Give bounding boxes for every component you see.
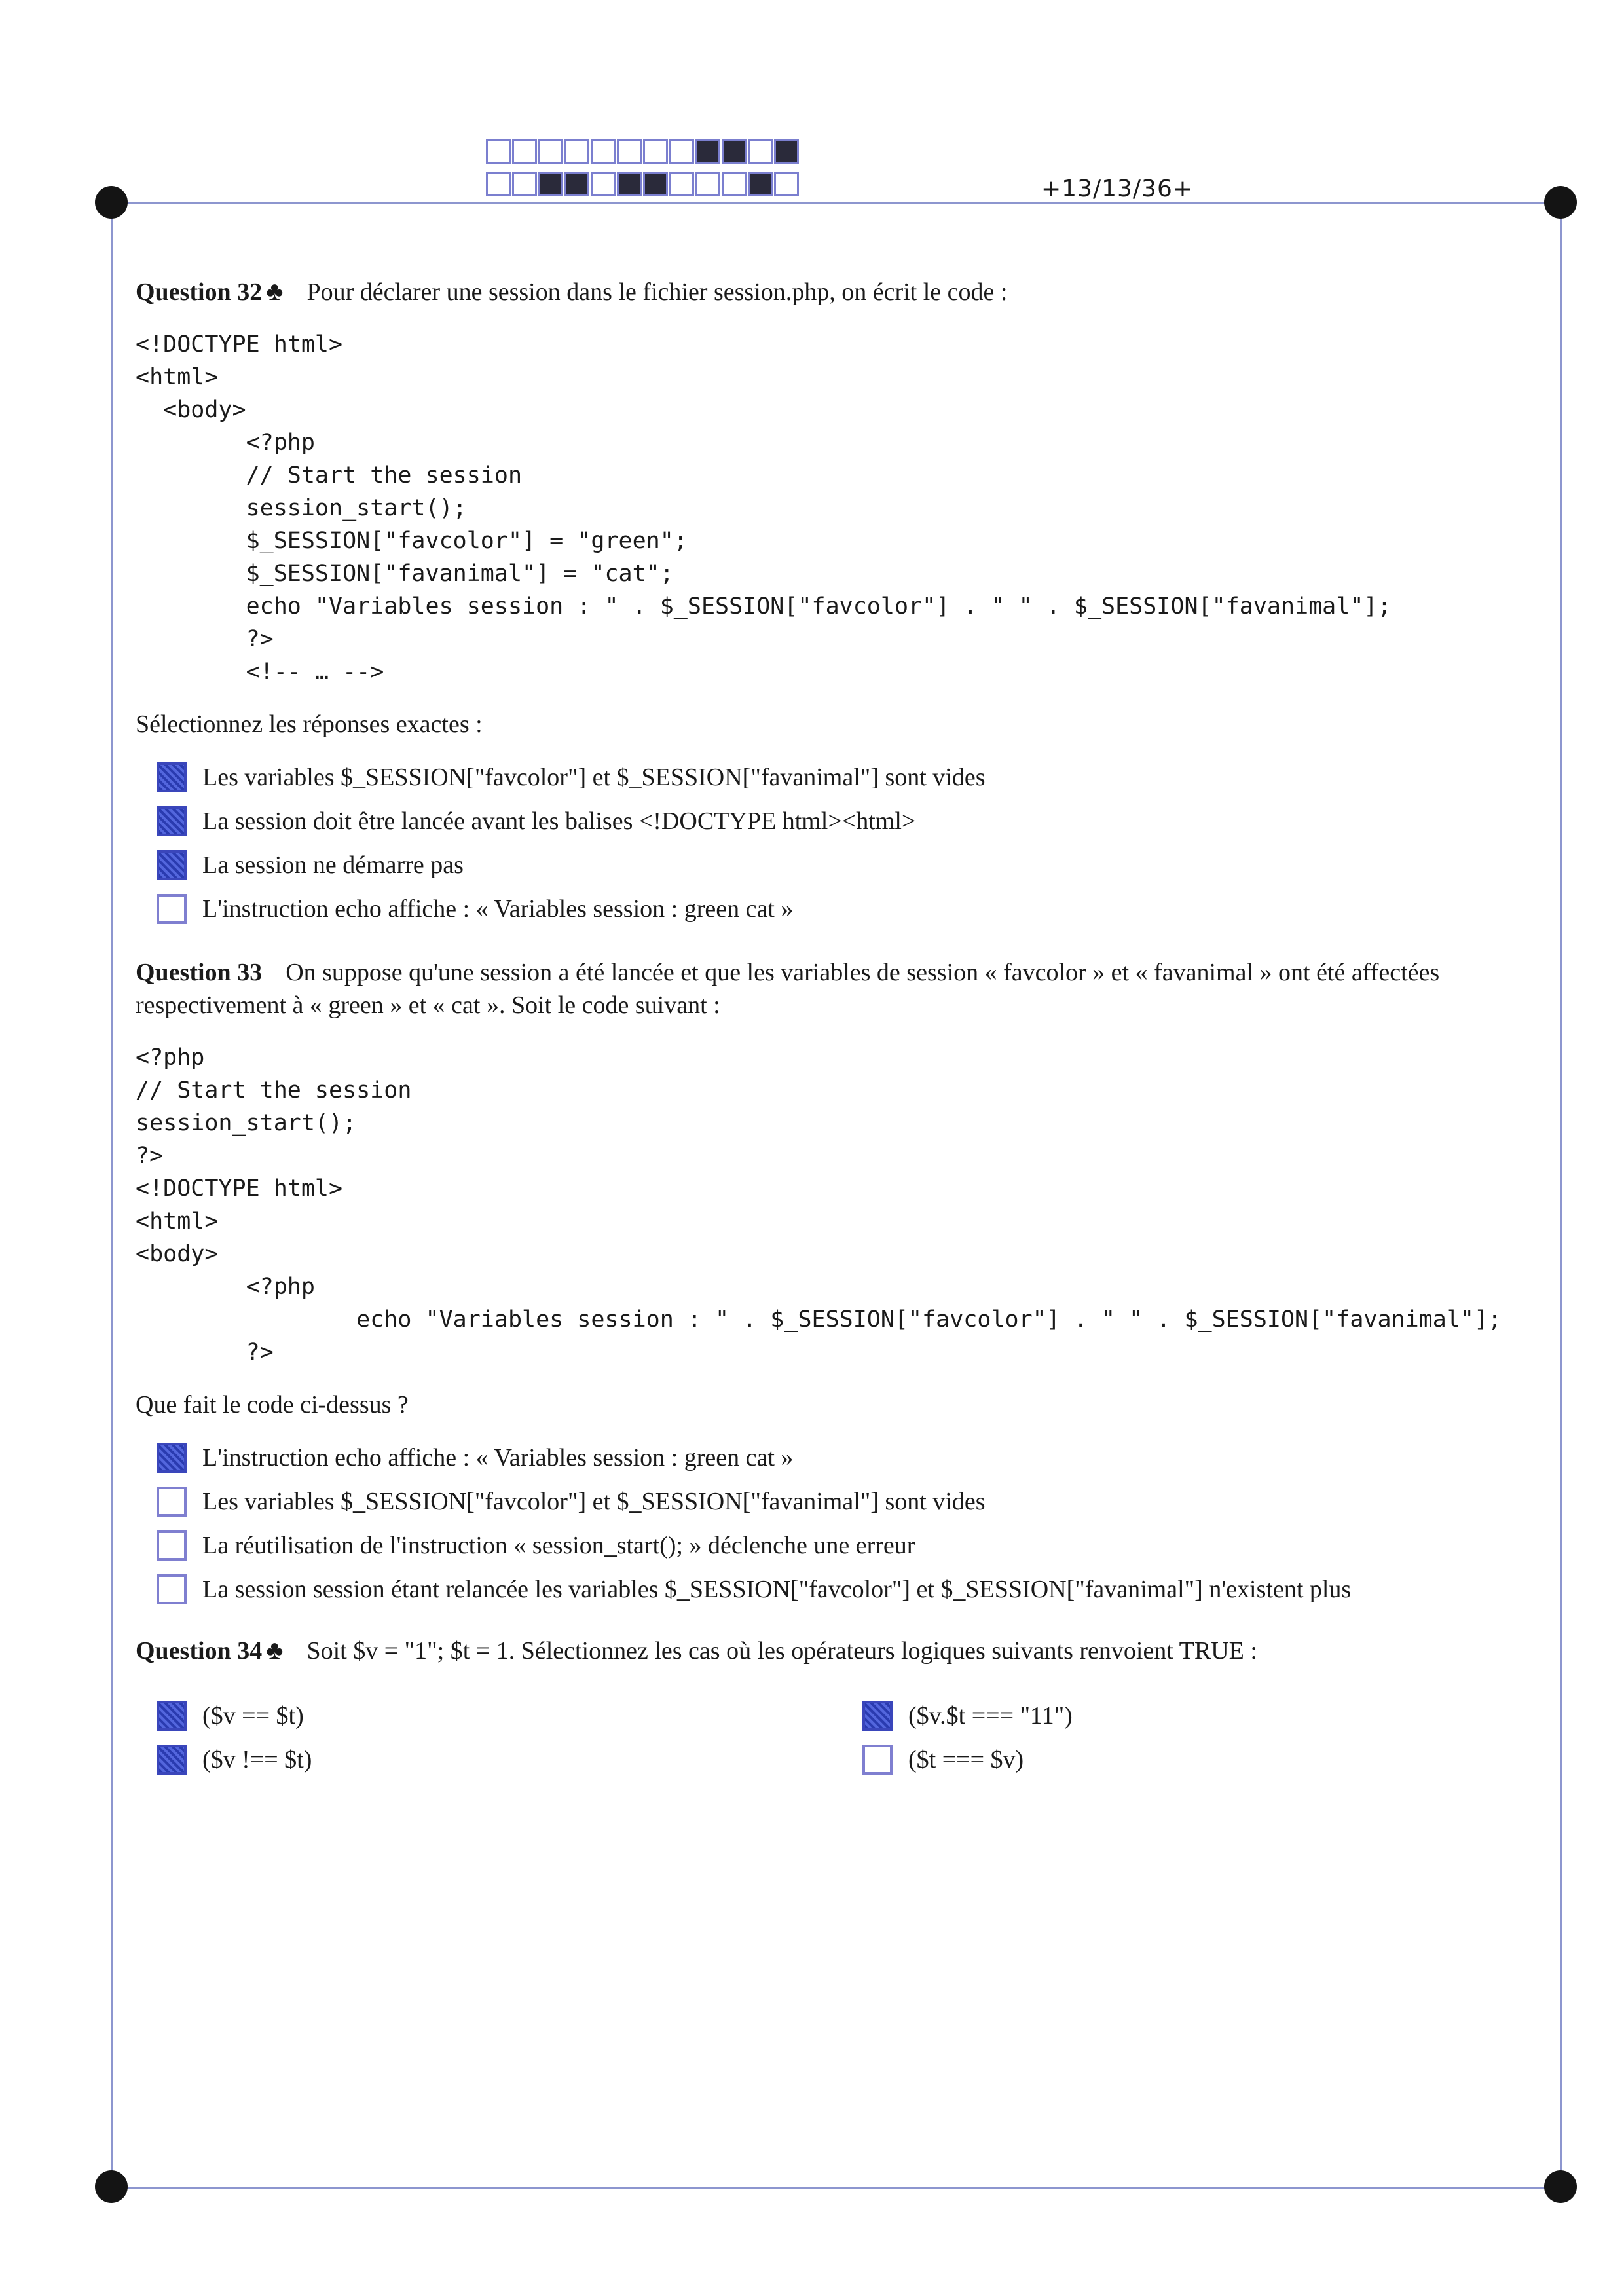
code-bit (486, 139, 511, 164)
answer-checkbox[interactable] (157, 1443, 187, 1473)
corner-mark-bottom-right (1544, 2170, 1577, 2203)
corner-mark-top-right (1544, 186, 1577, 219)
code-bit (643, 172, 668, 196)
answer-checkbox[interactable] (157, 1574, 187, 1604)
answer-label: L'instruction echo affiche : « Variables session : green cat » (202, 1443, 794, 1472)
code-bit (748, 139, 773, 164)
answer-checkbox[interactable] (157, 806, 187, 836)
code-bit (669, 172, 694, 196)
code-bit (643, 139, 668, 164)
code-bit (591, 139, 616, 164)
answer-list (136, 1435, 1543, 1611)
question-header (136, 275, 1543, 308)
frame-top-line (111, 202, 1562, 204)
code-bit (617, 139, 642, 164)
frame-bottom-line (111, 2187, 1562, 2189)
code-bit (591, 172, 616, 196)
code-bit (669, 139, 694, 164)
question-text: On suppose qu'une session a été lancée et que les variables de session « favcolor » et « favanimal » ont été affectées respectivement à « green » et « cat ». Soit le code suivant : (136, 959, 1440, 1019)
corner-mark-top-left (95, 186, 128, 219)
question-number-text: Question 34 (136, 1637, 263, 1665)
answer-label: L'instruction echo affiche : « Variables session : green cat » (202, 895, 794, 923)
answer-label: La réutilisation de l'instruction « session_start(); » déclenche une erreur (202, 1531, 915, 1559)
answer-option[interactable] (136, 1737, 841, 1781)
frame-left-line (111, 202, 113, 2189)
answer-list (136, 755, 1543, 931)
question-header (136, 956, 1543, 1022)
code-bit (564, 172, 589, 196)
page-code-row-2 (486, 172, 800, 198)
answer-option[interactable] (136, 755, 1543, 799)
question-number-text: Question 32 (136, 278, 263, 306)
code-bit (748, 172, 773, 196)
answer-option[interactable] (136, 1523, 1543, 1567)
code-bit (695, 139, 720, 164)
answer-checkbox[interactable] (157, 762, 187, 792)
code-block: <?php // Start the session session_start(); ?> <!DOCTYPE html> <html> <body> <?php echo "Variables session : " . $_SESSION["favcolor"] . " " . $_SESSION["favanimal"]; ?> (136, 1045, 1502, 1365)
answer-checkbox[interactable] (157, 1487, 187, 1517)
code-bit (722, 172, 747, 196)
answer-label: ($v.$t === "11") (908, 1701, 1073, 1730)
answer-label: ($t === $v) (908, 1745, 1024, 1773)
answer-prompt: Que fait le code ci-dessus ? (136, 1391, 409, 1418)
answer-label: La session doit être lancée avant les balises <!DOCTYPE html><html> (202, 807, 916, 835)
code-bit (722, 139, 747, 164)
answer-option[interactable] (841, 1694, 1547, 1737)
answer-label: ($v !== $t) (202, 1745, 312, 1773)
code-bit (564, 139, 589, 164)
answer-option[interactable] (136, 843, 1543, 887)
answer-checkbox[interactable] (157, 1745, 187, 1775)
question-33 (136, 956, 1543, 1611)
answer-option[interactable] (136, 1694, 841, 1737)
answer-option[interactable] (136, 1479, 1543, 1523)
answer-label: La session session étant relancée les variables $_SESSION["favcolor"] et $_SESSION["favanimal"] n'existent plus (202, 1575, 1352, 1603)
question-34 (136, 1634, 1543, 1781)
question-number (136, 1637, 283, 1665)
answer-checkbox[interactable] (862, 1701, 893, 1731)
answer-label: Les variables $_SESSION["favcolor"] et $_SESSION["favanimal"] sont vides (202, 763, 986, 791)
answer-prompt: Sélectionnez les réponses exactes : (136, 711, 483, 738)
code-bit (512, 139, 537, 164)
question-number: Question 33 (136, 959, 263, 986)
answer-checkbox[interactable] (157, 1701, 187, 1731)
answer-option[interactable] (136, 887, 1543, 931)
code-block: <!DOCTYPE html> <html> <body> <?php // Start the session session_start(); $_SESSION["favcolor"] = "green"; $_SESSION["favanimal"] = "cat"; echo "Variables session : " . $_SESSION["favcolor"] . " " . $_SESSION["favanimal"]; ?> <!-- … --> (136, 331, 1392, 685)
code-bit (695, 172, 720, 196)
answer-label: ($v == $t) (202, 1701, 304, 1730)
question-header (136, 1634, 1543, 1667)
question-number (136, 278, 283, 306)
code-bit (486, 172, 511, 196)
answer-grid (136, 1694, 1543, 1781)
code-bit (538, 172, 563, 196)
answer-checkbox[interactable] (157, 850, 187, 880)
answer-option[interactable] (136, 1567, 1543, 1611)
answer-option[interactable] (136, 1435, 1543, 1479)
answer-checkbox[interactable] (157, 894, 187, 924)
answer-checkbox[interactable] (862, 1745, 893, 1775)
answer-checkbox[interactable] (157, 1530, 187, 1561)
answer-option[interactable] (136, 799, 1543, 843)
code-bit (774, 139, 799, 164)
question-32 (136, 275, 1543, 931)
club-marker: ♣ (266, 1635, 284, 1665)
club-marker: ♣ (266, 276, 284, 306)
frame-right-line (1560, 202, 1562, 2189)
code-bit (538, 139, 563, 164)
answer-label: Les variables $_SESSION["favcolor"] et $_SESSION["favanimal"] sont vides (202, 1487, 986, 1515)
page-code-row-1 (486, 139, 800, 166)
question-text: Pour déclarer une session dans le fichier session.php, on écrit le code : (306, 278, 1008, 306)
answer-label: La session ne démarre pas (202, 851, 464, 879)
code-bit (512, 172, 537, 196)
answer-option[interactable] (841, 1737, 1547, 1781)
code-bit (617, 172, 642, 196)
question-text: Soit $v = "1"; $t = 1. Sélectionnez les cas où les opérateurs logiques suivants renvoient TRUE : (306, 1637, 1257, 1665)
code-bit (774, 172, 799, 196)
corner-mark-bottom-left (95, 2170, 128, 2203)
page-id: +13/13/36+ (1041, 176, 1194, 202)
